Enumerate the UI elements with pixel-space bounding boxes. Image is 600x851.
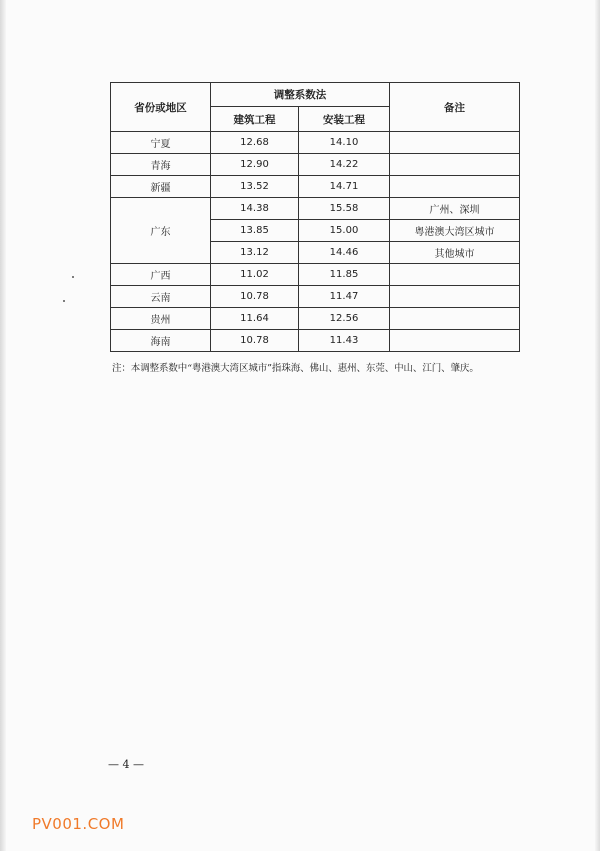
page-number: — 4 — [108,758,144,771]
region-cell: 新疆 [111,176,211,198]
building-value: 14.38 [211,198,299,220]
install-value: 11.85 [299,264,390,286]
install-value: 11.47 [299,286,390,308]
remark-cell [390,176,520,198]
region-cell: 广东 [111,198,211,264]
install-value: 11.43 [299,330,390,352]
table-row [111,286,520,308]
building-value: 11.64 [211,308,299,330]
install-value: 12.56 [299,308,390,330]
remark-cell: 粤港澳大湾区城市 [390,220,520,242]
table-footnote: 注：本调整系数中“粤港澳大湾区城市”指珠海、佛山、惠州、东莞、中山、江门、肇庆。 [112,363,479,374]
building-value: 10.78 [211,286,299,308]
region-cell: 云南 [111,286,211,308]
install-value: 14.71 [299,176,390,198]
install-value: 15.58 [299,198,390,220]
table-row [111,330,520,352]
adjustment-coefficient-table [110,82,520,352]
install-value: 14.10 [299,132,390,154]
table-header-row [111,83,520,107]
scan-speck [63,300,65,302]
building-value: 12.68 [211,132,299,154]
table-row [111,132,520,154]
table-row [111,154,520,176]
building-value: 10.78 [211,330,299,352]
region-cell: 贵州 [111,308,211,330]
region-cell: 广西 [111,264,211,286]
remark-cell [390,330,520,352]
header-building: 建筑工程 [211,107,299,132]
remark-cell [390,132,520,154]
scan-speck [72,276,74,278]
header-remark: 备注 [390,83,520,132]
table-row [111,308,520,330]
building-value: 11.02 [211,264,299,286]
remark-cell [390,286,520,308]
building-value: 12.90 [211,154,299,176]
install-value: 14.46 [299,242,390,264]
install-value: 14.22 [299,154,390,176]
header-install: 安装工程 [299,107,390,132]
building-value: 13.12 [211,242,299,264]
install-value: 15.00 [299,220,390,242]
remark-cell [390,308,520,330]
page-edge-left [0,0,6,851]
region-cell: 青海 [111,154,211,176]
building-value: 13.52 [211,176,299,198]
table-row [111,176,520,198]
region-cell: 海南 [111,330,211,352]
table-row [111,264,520,286]
header-method: 调整系数法 [211,83,390,107]
region-cell: 宁夏 [111,132,211,154]
watermark-text: PV001.COM [32,815,125,833]
building-value: 13.85 [211,220,299,242]
header-region: 省份或地区 [111,83,211,132]
remark-cell [390,264,520,286]
page-edge-right [595,0,600,851]
table-row [111,198,520,220]
remark-cell: 广州、深圳 [390,198,520,220]
remark-cell [390,154,520,176]
remark-cell: 其他城市 [390,242,520,264]
